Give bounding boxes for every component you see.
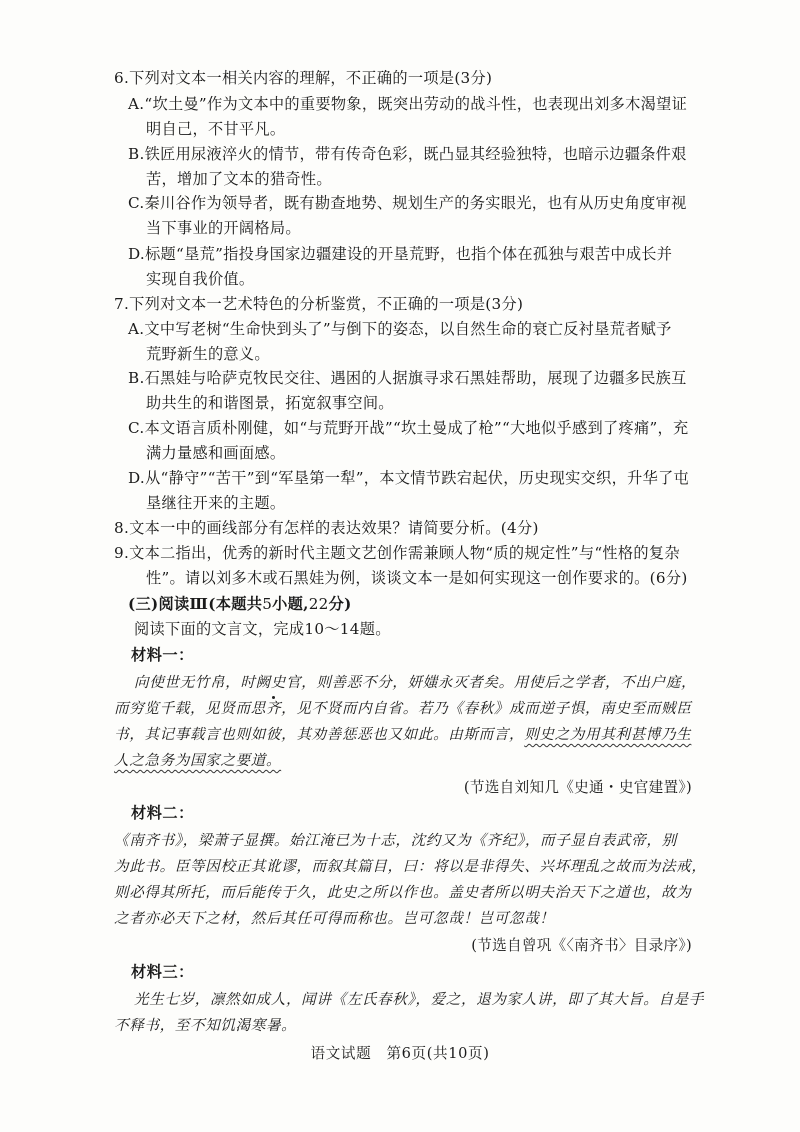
question-9-stem: 9.文本二指出，优秀的新时代主题文艺创作需兼顾人物“质的规定性”与“性格的复杂	[114, 544, 680, 562]
q7-option-a: A.文中写老树“生命快到头了”与倒下的姿态，以自然生命的衰亡反衬垦荒者赋予	[128, 320, 672, 338]
q7-option-b-cont: 助共生的和谐图景，拓宽叙事空间。	[146, 394, 394, 412]
wavy-underlined-phrase: 人之急务为国家之要道。	[114, 752, 282, 769]
q6-option-b-cont: 苦，增加了文本的猎奇性。	[146, 170, 332, 188]
material-1-line: 书，其记事载言也则如彼，其劝善惩恶也又如此。由斯而言，则史之为用其利甚博乃生	[114, 726, 692, 743]
material-1-label: 材料一：	[131, 646, 194, 664]
q7-option-c-cont: 满力量感和画面感。	[146, 444, 286, 462]
question-7-stem: 7.下列对文本一艺术特色的分析鉴赏，不正确的一项是(3分)	[114, 295, 524, 313]
material-3-line: 不释书，至不知饥渴寒暑。	[114, 1017, 297, 1034]
q7-option-d-cont: 垦继往开来的主题。	[146, 494, 286, 512]
q6-option-c: C.秦川谷作为领导者，既有勘查地势、规划生产的务实眼光，也有从历史角度审视	[128, 194, 687, 212]
material-1-line	[114, 749, 281, 770]
material-3-label: 材料三：	[131, 963, 194, 981]
material-1-line: 而穷览千载，见贤而思齐，见不贤而内自省。若乃《春秋》成而逆子惧，南史至而贼臣	[114, 700, 692, 717]
material-3-line: 光生七岁，凛然如成人，闻讲《左氏春秋》，爱之，退为家人讲，即了其大旨。自是手	[134, 991, 705, 1008]
material-2-line: 《南齐书》，梁萧子显撰。始江淹已为十志，沈约又为《齐纪》，而子显自表武帝，别	[114, 832, 677, 849]
q7-option-b: B.石黑娃与哈萨克牧民交往、遇困的人据旗寻求石黑娃帮助，展现了边疆多民族互	[128, 369, 687, 387]
question-9-stem-cont: 性”。请以刘多木或石黑娃为例，谈谈文本一是如何实现这一创作要求的。(6分)	[146, 569, 688, 587]
q6-option-a: A.“坎土曼”作为文本中的重要物象，既突出劳动的战斗性，也表现出刘多木渴望证	[128, 95, 688, 113]
wavy-underlined-phrase: 则史之为用其利甚博乃生	[524, 726, 692, 743]
q7-option-d: D.从“静守”“苦干”到“军垦第一犁”，本文情节跌宕起伏，历史现实交织，升华了屯	[128, 469, 690, 487]
page-footer: 语文试题 第6页(共10页)	[310, 1045, 490, 1062]
question-6-stem: 6.下列对文本一相关内容的理解，不正确的一项是(3分)	[114, 69, 493, 87]
q6-option-b: B.铁匠用尿液淬火的情节，带有传奇色彩，既凸显其经验独特，也暗示边疆条件艰	[128, 145, 687, 163]
question-8-stem: 8.文本一中的画线部分有怎样的表达效果？请简要分析。(4分)	[114, 519, 539, 537]
q6-option-a-cont: 明自己，不甘平凡。	[146, 120, 286, 138]
section-heading: (三)阅读Ⅲ(本题共5小题,22分)	[128, 595, 352, 613]
material-2-label: 材料二：	[131, 804, 194, 822]
section-instruction: 阅读下面的文言文，完成10～14题。	[134, 620, 391, 638]
q6-option-d-cont: 实现自我价值。	[146, 270, 255, 288]
material-1-source: (节选自刘知几《史通・史官建置》)	[463, 779, 692, 796]
material-2-line: 为此书。臣等因校正其讹谬，而叙其篇目，曰：将以是非得失、兴坏理乱之故而为法戒，	[114, 858, 707, 875]
material-1-line: 向使世无竹帛，时阙史官，则善恶不分，妍媸永灭者矣。用使后之学者，不出户庭，	[134, 674, 697, 691]
q6-option-c-cont: 当下事业的开阔格局。	[146, 219, 301, 237]
q7-option-a-cont: 荒野新生的意义。	[146, 345, 270, 363]
q7-option-c: C.本文语言质朴刚健，如“与荒野开战”“坎土曼成了枪”“大地似乎感到了疼痛”，充	[128, 419, 689, 437]
material-2-line: 之者亦必天下之材，然后其任可得而称也。岂可忽哉！岂可忽哉！	[114, 910, 555, 927]
q6-option-d: D.标题“垦荒”指投身国家边疆建设的开垦荒野，也指个体在孤独与艰苦中成长并	[128, 245, 673, 263]
material-2-source: (节选自曾巩《〈南齐书〉目录序》)	[471, 937, 692, 954]
emphasis-dot-char: 齐	[265, 700, 282, 717]
material-2-line: 则必得其所托，而后能传于久，此史之所以作也。盖史者所以明夫治天下之道也，故为	[114, 884, 692, 901]
